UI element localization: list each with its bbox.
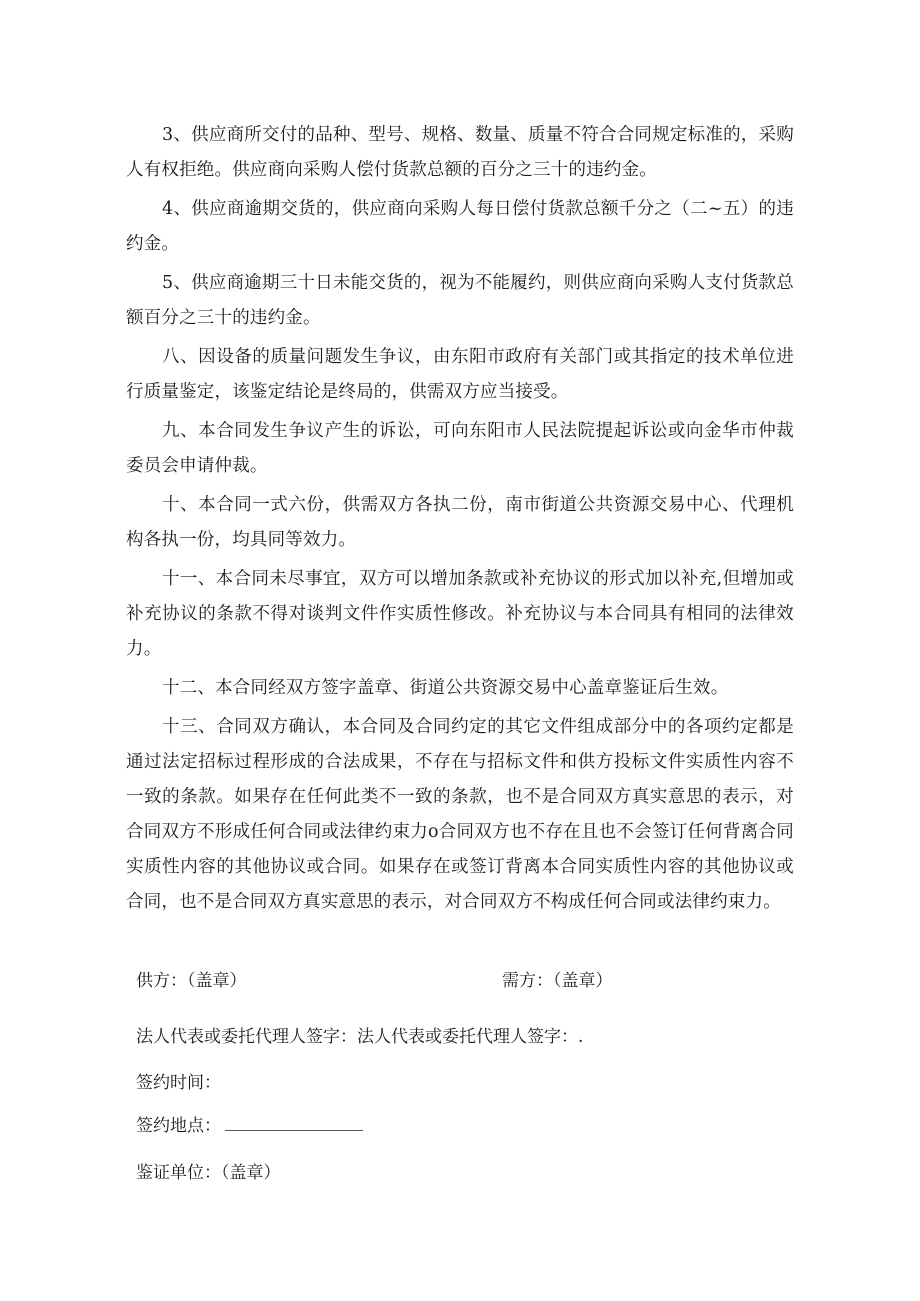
sign-time: 签约时间： [136,1073,221,1093]
clause-11-supplement: 十一、本合同未尽事宜，双方可以增加条款或补充协议的形式加以补充,但增加或补充协议的条款不得对谈判文件作实质性修改。补充协议与本合同具有相同的法律效力。 [126,569,794,659]
verifier-seal: 鉴证单位：（盖章） [136,1163,281,1183]
supplier-seal: 供方：（盖章） [136,971,247,991]
clause-13-confirmation: 十三、合同双方确认，本合同及合同约定的其它文件组成部分中的各项约定都是通过法定招标过程形成的合法成果，不存在与招标文件和供方投标文件实质性内容不一致的条款。如果存在任何此类不一致的条款，也不是合同双方真实意思的表示，对合同双方不形成任何合同或法律约束力o合同双方也不存在且也不会签订任何背离合同实质性内容的其他协议或合同。如果存在或签订背离本合同实质性内容的其他协议或合同，也不是合同双方真实意思的表示，对合同双方不构成任何合同或法律约束力。 [126,717,794,912]
clause-4-late-delivery: 4、供应商逾期交货的，供应商向采购人每日偿付货款总额千分之（二~五）的违约金。 [126,199,794,254]
representatives-signature: 法人代表或委托代理人签字：法人代表或委托代理人签字：. [136,1027,584,1047]
clause-12-effective: 十二、本合同经双方签字盖章、街道公共资源交易中心盖章鉴证后生效。 [162,678,729,698]
sign-place-row [136,1110,363,1139]
contract-body [126,118,794,924]
sign-place-label: 签约地点： [136,1116,221,1136]
clause-5-non-delivery: 5、供应商逾期三十日未能交货的，视为不能履约，则供应商向采购人支付货款总额百分之三十的违约金。 [126,273,794,328]
clause-10-copies: 十、本合同一式六份，供需双方各执二份，南市街道公共资源交易中心、代理机构各执一份，均具同等效力。 [126,495,794,550]
buyer-seal: 需方：（盖章） [502,971,613,991]
clause-8-quality-dispute: 八、因设备的质量问题发生争议，由东阳市政府有关部门或其指定的技术单位进行质量鉴定，该鉴定结论是终局的，供需双方应当接受。 [126,347,794,402]
clause-3-quality-penalty: 3、供应商所交付的品种、型号、规格、数量、质量不符合合同规定标准的，采购人有权拒绝。供应商向采购人偿付货款总额的百分之三十的违约金。 [126,125,794,180]
sign-place-blank [225,1110,363,1131]
clause-9-litigation: 九、本合同发生争议产生的诉讼，可向东阳市人民法院提起诉讼或向金华市仲裁委员会申请仲裁。 [126,421,794,476]
